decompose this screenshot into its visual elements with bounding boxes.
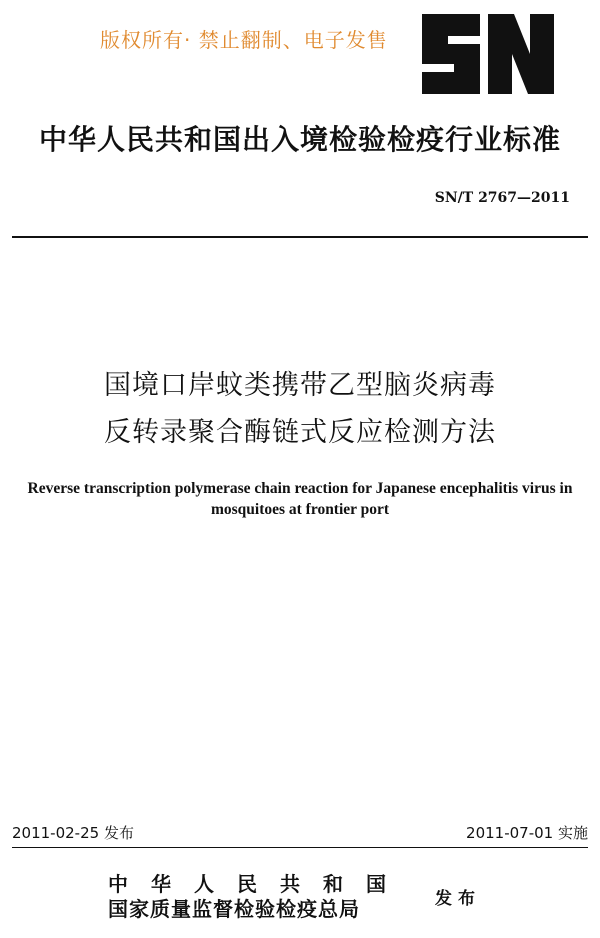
issuer-country: 中华人民共和国 <box>108 872 409 896</box>
footer-divider <box>12 847 588 848</box>
header-divider <box>12 236 588 238</box>
agency-title: 中华人民共和国出入境检验检疫行业标准 <box>38 123 561 156</box>
standard-number: SN/T 2767—2011 <box>434 190 570 206</box>
issuer-block <box>108 872 428 922</box>
chinese-title <box>0 362 600 456</box>
chinese-title-line-2: 反转录聚合酶链式反应检测方法 <box>104 417 496 448</box>
chinese-title-line-1: 国境口岸蚊类携带乙型脑炎病毒 <box>104 370 496 401</box>
english-title-line-1: Reverse transcription polymerase chain reaction for Japanese encephalitis virus in <box>27 480 573 497</box>
issuer-agency: 国家质量监督检验检疫总局 <box>108 897 360 921</box>
sn-logo <box>414 8 559 100</box>
implementation-date: 2011-07-01 实施 <box>466 824 588 842</box>
copyright-watermark: 版权所有· 禁止翻制、电子发售 <box>100 28 388 52</box>
sn-logo-s <box>422 14 480 94</box>
sn-logo-n <box>488 14 554 94</box>
english-title-line-2: mosquitoes at frontier port <box>210 501 390 518</box>
english-title <box>0 478 600 520</box>
issue-date: 2011-02-25 发布 <box>12 824 134 842</box>
issued-label: 发布 <box>435 889 481 909</box>
